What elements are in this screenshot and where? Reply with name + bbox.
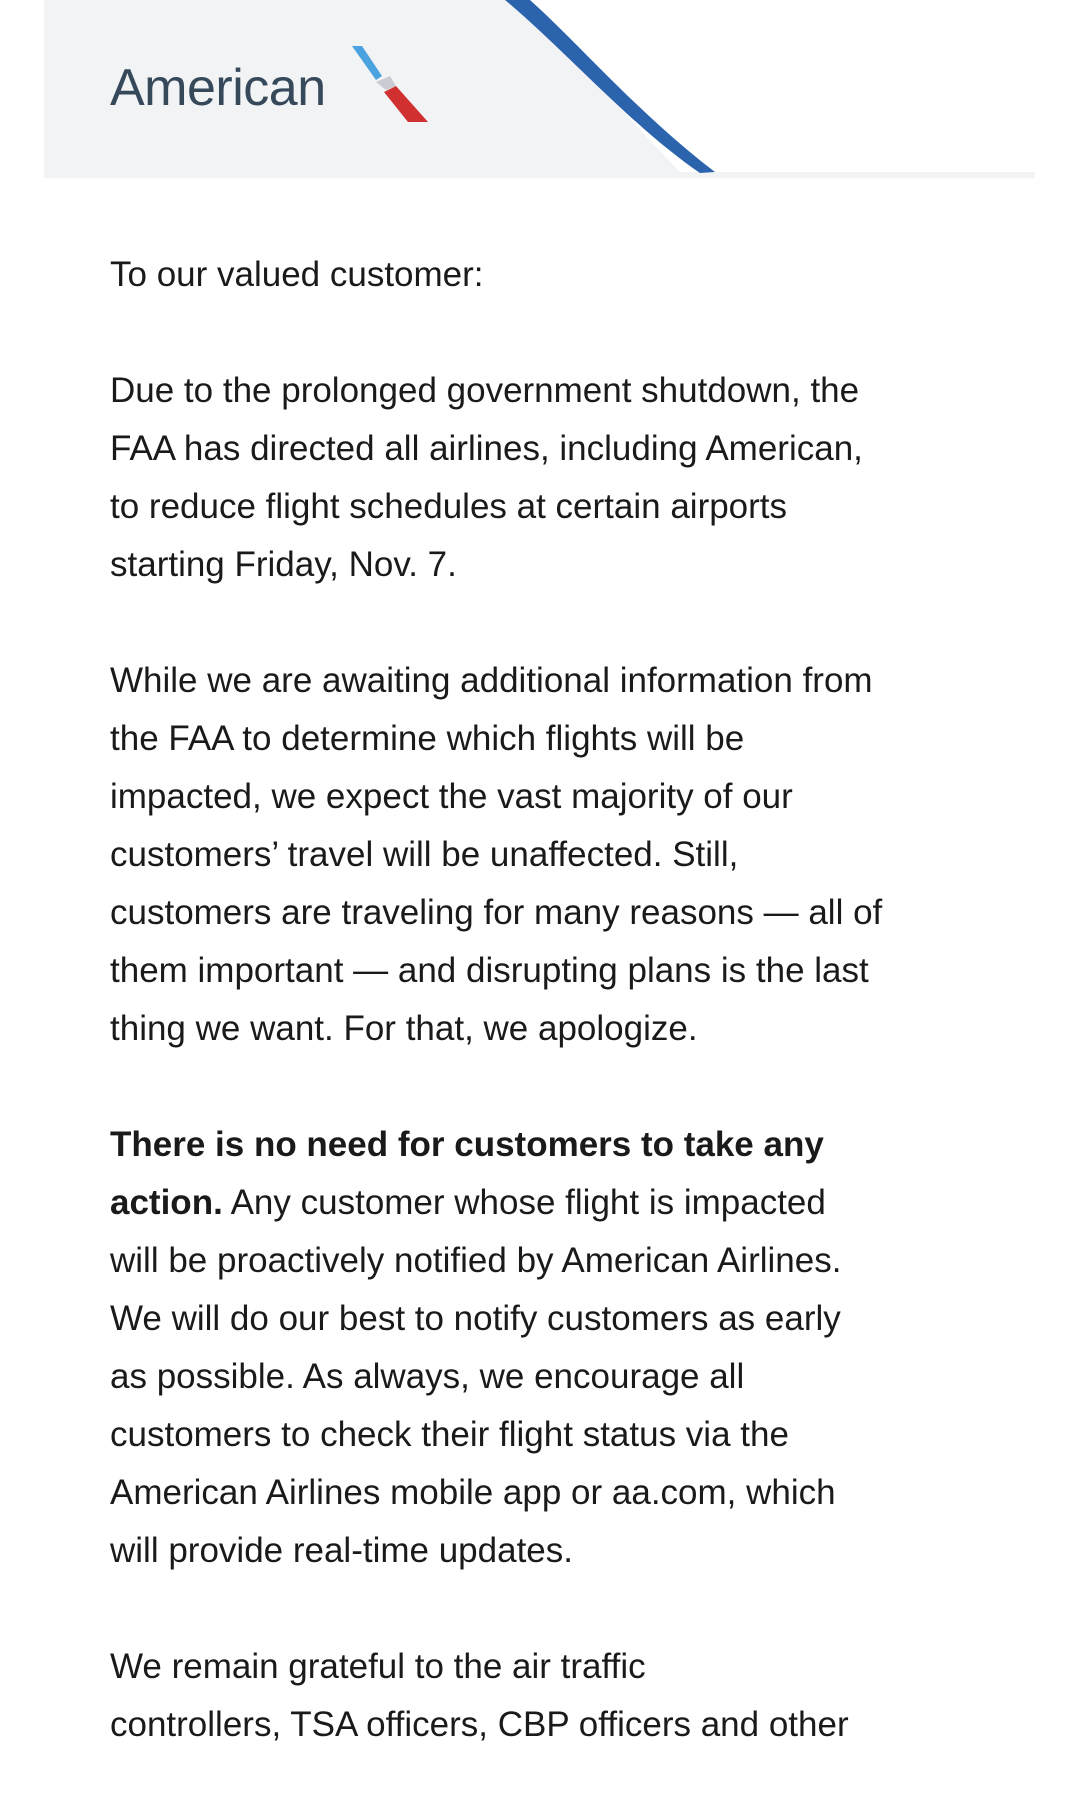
text-line: customers are traveling for many reasons — all of — [110, 893, 883, 932]
text-line: FAA has directed all airlines, including American, — [110, 429, 863, 468]
text-line: We remain grateful to the air traffic — [110, 1647, 646, 1686]
text-line: them important — and disrupting plans is the last — [110, 951, 869, 990]
paragraph-schedule-reduction — [110, 362, 1050, 594]
text-line: customers’ travel will be unaffected. Still, — [110, 835, 739, 874]
greeting: To our valued customer: — [110, 255, 484, 294]
text-line: starting Friday, Nov. 7. — [110, 545, 457, 584]
text-line: While we are awaiting additional information from — [110, 661, 873, 700]
text-fragment: Any customer whose flight is impacted — [222, 1183, 826, 1222]
bold-notice: action. — [110, 1183, 223, 1222]
bold-notice: There is no need for customers to take any — [110, 1125, 824, 1164]
text-line: will be proactively notified by American Airlines. — [110, 1241, 842, 1280]
text-line: to reduce flight schedules at certain airports — [110, 487, 788, 526]
text-line: will provide real-time updates. — [110, 1531, 573, 1570]
american-flight-symbol-icon — [350, 46, 435, 126]
paragraph-no-action-needed — [110, 1116, 1050, 1580]
text-line: thing we want. For that, we apologize. — [110, 1009, 698, 1048]
text-line: the FAA to determine which flights will be — [110, 719, 745, 758]
text-line: American Airlines mobile app or aa.com, which — [110, 1473, 836, 1512]
paragraph-apology — [110, 652, 1050, 1058]
american-logo-wordmark: American — [110, 59, 326, 117]
letter-body — [110, 246, 1050, 1812]
text-line: controllers, TSA officers, CBP officers and other — [110, 1705, 849, 1744]
text-line: as possible. As always, we encourage all — [110, 1357, 745, 1396]
text-line: Due to the prolonged government shutdown, the — [110, 371, 860, 410]
text-line: customers to check their flight status via the — [110, 1415, 789, 1454]
text-line: impacted, we expect the vast majority of our — [110, 777, 793, 816]
paragraph-gratitude — [110, 1638, 1050, 1754]
email-header-banner — [0, 0, 1080, 180]
text-line: We will do our best to notify customers as early — [110, 1299, 841, 1338]
